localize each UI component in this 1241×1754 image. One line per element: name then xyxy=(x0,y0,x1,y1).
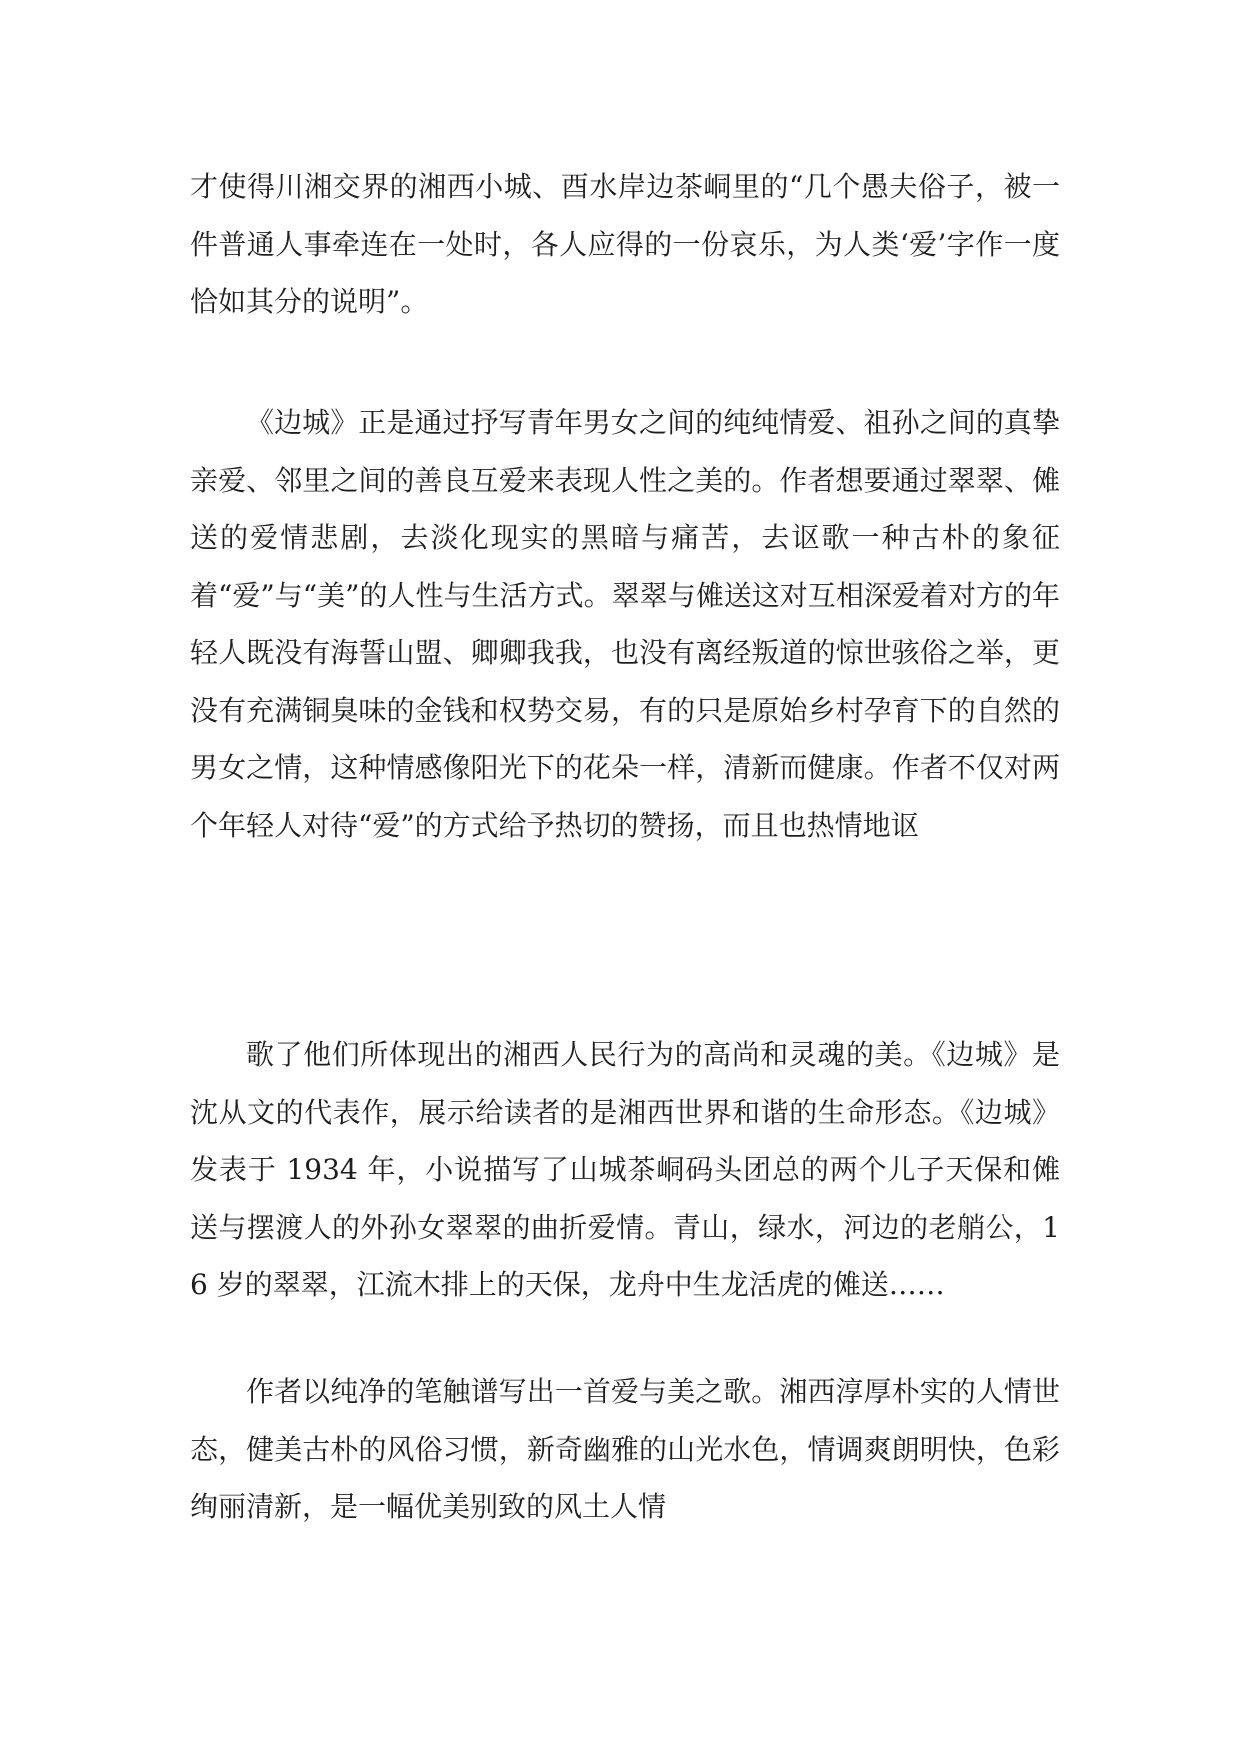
paragraph-3: 歌了他们所体现出的湘西人民行为的高尚和灵魂的美。《边城》是沈从文的代表作，展示给读者的是湘西世界和谐的生命形态。《边城》发表于 1934 年，小说描写了山城茶峒码头团总的两个儿子天保和傩送与摆渡人的外孙女翠翠的曲折爱情。青山，绿水，河边的老艄公，16 岁的翠翠，江流木排上的天保，龙舟中生龙活虎的傩送…… xyxy=(190,1038,1060,1301)
paragraph-4: 作者以纯净的笔触谱写出一首爱与美之歌。湘西淳厚朴实的人情世态，健美古朴的风俗习惯，新奇幽雅的山光水色，情调爽朗明快，色彩绚丽清新，是一幅优美别致的风土人情 xyxy=(190,1375,1060,1523)
paragraph-1: 才使得川湘交界的湘西小城、酉水岸边茶峒里的“几个愚夫俗子，被一件普通人事牵连在一处时，各人应得的一份哀乐，为人类‘爱’字作一度恰如其分的说明”。 xyxy=(190,170,1060,318)
paragraph-2: 《边城》正是通过抒写青年男女之间的纯纯情爱、祖孙之间的真挚亲爱、邻里之间的善良互爱来表现人性之美的。作者想要通过翠翠、傩送的爱情悲剧，去淡化现实的黑暗与痛苦，去讴歌一种古朴的象征着“爱”与“美”的人性与生活方式。翠翠与傩送这对互相深爱着对方的年轻人既没有海誓山盟、卿卿我我，也没有离经叛道的惊世骇俗之举，更没有充满铜臭味的金钱和权势交易，有的只是原始乡村孕育下的自然的男女之情，这种情感像阳光下的花朵一样，清新而健康。作者不仅对两个年轻人对待“爱”的方式给予热切的赞扬，而且也热情地讴 xyxy=(190,406,1060,842)
